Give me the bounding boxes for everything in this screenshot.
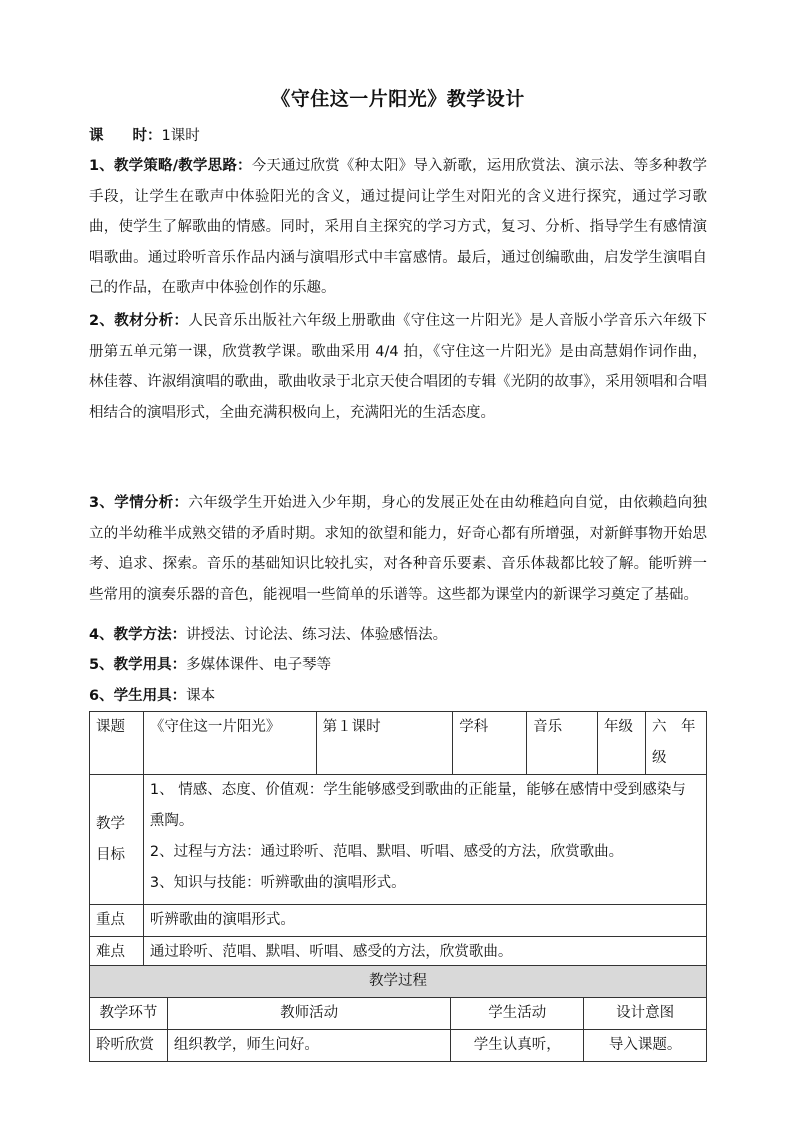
difficulty-label: 难点 [90, 937, 144, 969]
table-row [90, 905, 707, 937]
grade-value: 六 年级 [645, 712, 706, 775]
table-row [90, 775, 707, 905]
table-row [90, 966, 707, 998]
goals-content [143, 775, 706, 905]
section-label: 5、教学用具： [89, 657, 187, 673]
section-text: 六年级学生开始进入少年期，身心的发展正处在由幼稚趋向自觉，由依赖趋向独立的半幼稚半成熟交错的矛盾时期。求知的欲望和能力，好奇心都有所增强，对新鲜事物开始思考、追求、探索。音乐的基础知识比较扎实，对各种音乐要素、音乐体裁都比较了解。能听辨一些常用的演奏乐器的音色，能视唱一些简单的乐谱等。这些都为课堂内的新课学习奠定了基础。 [89, 495, 708, 603]
section-teaching-strategy [89, 151, 707, 304]
column-header: 设计意图 [584, 998, 707, 1030]
goal-item: 2、过程与方法：通过聆听、范唱、默唱、听唱、感受的方法，欣赏歌曲。 [149, 844, 624, 860]
teaching-process-table [89, 965, 707, 1062]
column-header: 教师活动 [167, 998, 450, 1030]
section-text: 课本 [186, 688, 216, 704]
table-cell: 聆听欣赏 [90, 1030, 168, 1062]
key-point-text: 听辨歌曲的演唱形式。 [143, 905, 706, 937]
topic-label: 课题 [90, 712, 144, 775]
lesson-info-table [89, 711, 707, 969]
column-header: 教学环节 [90, 998, 168, 1030]
table-row [90, 712, 707, 775]
process-heading: 教学过程 [90, 966, 707, 998]
section-label: 1、教学策略/教学思路： [89, 158, 252, 174]
class-hours-value: 1课时 [161, 128, 200, 144]
section-label: 3、学情分析： [89, 495, 189, 511]
class-hours-label: 课 时： [89, 128, 162, 144]
goal-item: 3、知识与技能：听辨歌曲的演唱形式。 [149, 875, 406, 891]
table-cell: 组织教学，师生问好。 [167, 1030, 450, 1062]
subject-value: 音乐 [527, 712, 598, 775]
section-label: 6、学生用具： [89, 688, 187, 704]
section-student-analysis [89, 488, 707, 610]
section-student-tools [89, 681, 707, 712]
subject-label: 学科 [453, 712, 527, 775]
goals-label: 教学目标 [90, 775, 144, 905]
lesson-number: 第１课时 [316, 712, 453, 775]
section-label: 4、教学方法： [89, 627, 187, 643]
section-teaching-methods [89, 620, 707, 651]
column-header: 学生活动 [451, 998, 584, 1030]
grade-label: 年级 [598, 712, 646, 775]
table-cell: 导入课题。 [584, 1030, 707, 1062]
class-hours [89, 121, 707, 152]
difficulty-text: 通过聆听、范唱、默唱、听唱、感受的方法，欣赏歌曲。 [143, 937, 706, 969]
section-text: 今天通过欣赏《种太阳》导入新歌，运用欣赏法、演示法、等多种教学手段，让学生在歌声中体验阳光的含义，通过提问让学生对阳光的含义进行探究，通过学习歌曲，使学生了解歌曲的情感。同时，采用自主探究的学习方式，复习、分析、指导学生有感情演唱歌曲。通过聆听音乐作品内涵与演唱形式中丰富感情。最后，通过创编歌曲，启发学生演唱自己的作品，在歌声中体验创作的乐趣。 [89, 158, 707, 296]
section-label: 2、教材分析： [89, 313, 189, 329]
section-text: 人民音乐出版社六年级上册歌曲《守住这一片阳光》是人音版小学音乐六年级下册第五单元第一课，欣赏教学课。歌曲采用 4/4 拍，《守住这一片阳光》是由高慧娟作词作曲，林佳蓉、许淑绢演唱的歌曲，歌曲收录于北京天使合唱团的专辑《光阴的故事》，采用领唱和合唱相结合的演唱形式，全曲充满积极向上，充满阳光的生活态度。 [89, 313, 708, 421]
document-title: 《守住这一片阳光》教学设计 [271, 88, 525, 110]
topic-value: 《守住这一片阳光》 [143, 712, 316, 775]
goal-item: 1、 情感、态度、价值观：学生能够感受到歌曲的正能量，能够在感情中受到感染与熏陶。 [149, 782, 686, 829]
section-material-analysis [89, 306, 707, 428]
section-text: 讲授法、讨论法、练习法、体验感悟法。 [186, 627, 448, 643]
table-row [90, 1030, 707, 1062]
section-teaching-tools [89, 650, 707, 681]
section-text: 多媒体课件、电子琴等 [186, 657, 332, 673]
table-row [90, 937, 707, 969]
key-point-label: 重点 [90, 905, 144, 937]
table-cell: 学生认真听， [451, 1030, 584, 1062]
table-header-row [90, 998, 707, 1030]
